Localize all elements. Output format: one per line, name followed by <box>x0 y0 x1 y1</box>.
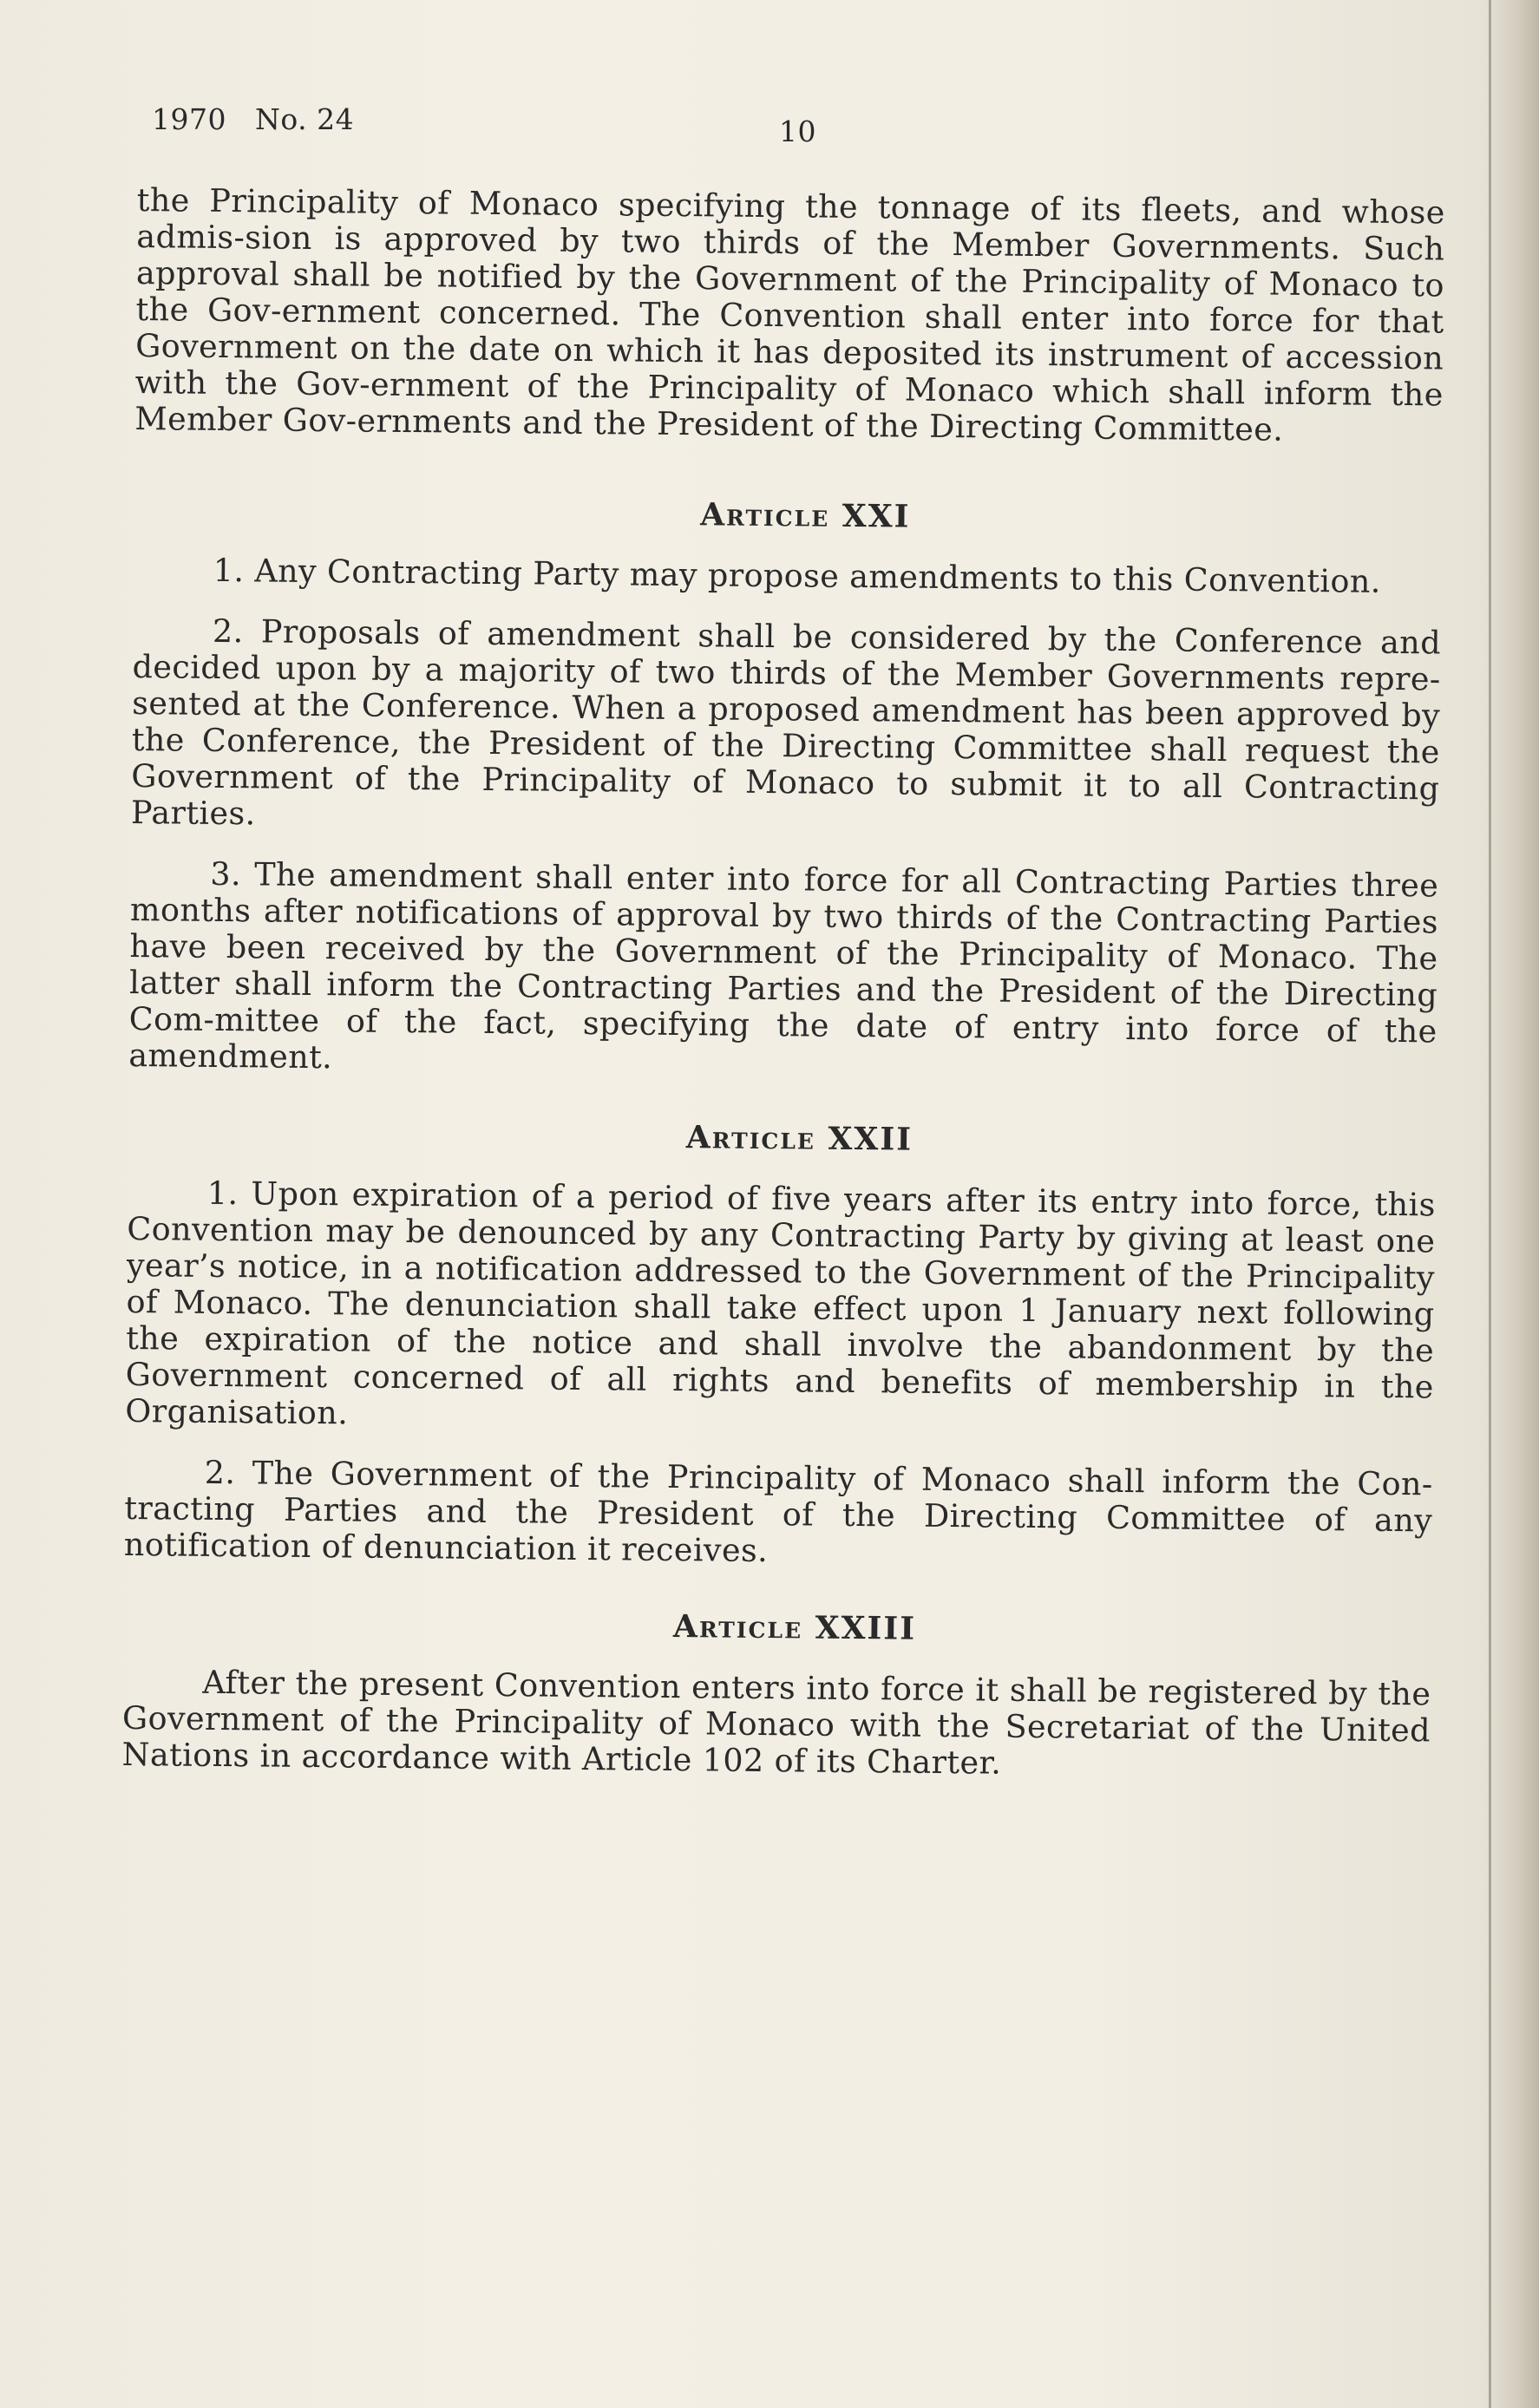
article-heading: Article XXI <box>699 496 911 535</box>
article-paragraph: 1. Any Contracting Party may propose amendments to this Convention. <box>213 551 1381 600</box>
article-paragraph: 1. Upon expiration of a period of five years after its entry into force, this Convention may be denounced by any Contracting Party by giving at least one year’s notice, in a notification addressed to the Government of the Principality of Monaco. The denunciation shall take effect upon 1 January next following the expiration of the notice and shall involve the abandonment by the Government concerned of all rights and benefits of membership in the Organisation. <box>125 1174 1436 1432</box>
page-number: 10 <box>779 115 816 148</box>
article-heading: Article XXIII <box>672 1608 917 1647</box>
intro-paragraph: the Principality of Monaco specifying the tonnage of its fleets, and whose admis-sion is approved by two thirds of the Member Governments. Such approval shall be notified by the Government of the Principality of Monaco to the Gov-ernment concerned. The Convention shall enter into force for that Government on the date on which it has deposited its instrument of accession with the Gov-ernment of the Principality of Monaco which shall inform the Member Gov-ernments and the President of the Directing Committee. <box>134 181 1445 448</box>
article-paragraph: 3. The amendment shall enter into force for all Contracting Parties three months after notifications of approval by two thirds of the Contracting Parties have been received by the Government of the Principality of Monaco. The latter shall inform the Contracting Parties and the President of the Directing Com-mittee of the fact, specifying the date of entry into force of the amendment. <box>128 854 1439 1076</box>
page-edge-line <box>1489 0 1491 2408</box>
document-reference: 1970 No. 24 <box>152 102 355 136</box>
article-heading: Article XXII <box>685 1119 914 1158</box>
page-header <box>152 102 1436 154</box>
article-paragraph: After the present Convention enters into force it shall be registered by the Government of the Principality of Monaco with the Secretariat of the United Nations in accordance with Article 102 of its Charter. <box>121 1663 1431 1782</box>
page-edge-shadow <box>1487 0 1539 2408</box>
document-body <box>121 182 1445 1785</box>
article-paragraph: 2. The Government of the Principality of Monaco shall inform the Con-tracting Parties and the President of the Directing Committee of any notification of denunciation it receives. <box>123 1453 1433 1570</box>
article-paragraph: 2. Proposals of amendment shall be considered by the Conference and decided upon by a majority of two thirds of the Member Governments repre-sented at the Conference. When a proposed amendment has been approved by the Conference, the President of the Directing Committee shall request the Government of the Principality of Monaco to submit it to all Contracting Parties. <box>130 612 1442 833</box>
